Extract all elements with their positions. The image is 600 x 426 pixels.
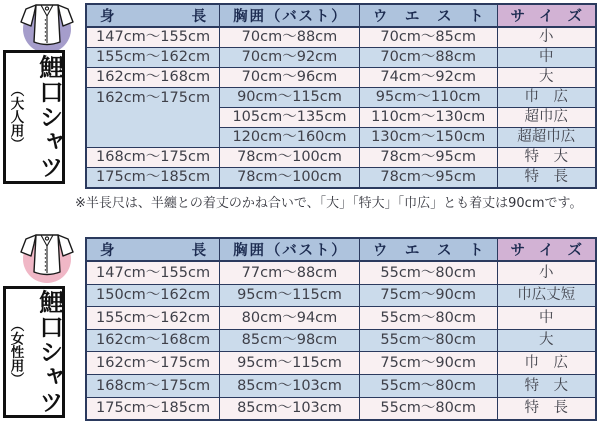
size-row	[86, 329, 596, 352]
table-cell: 105cm～135cm	[220, 108, 360, 128]
table-cell: 147cm～155cm	[86, 27, 220, 48]
column-header: 胸 囲 （ バ ス ト ）	[220, 4, 360, 27]
table-cell: 120cm～160cm	[220, 128, 360, 148]
table-cell: 110cm～130cm	[359, 108, 497, 128]
size-row	[86, 148, 596, 168]
table-cell: 90cm～115cm	[220, 88, 360, 108]
table-cell: 70cm～96cm	[220, 68, 360, 88]
table-cell: 155cm～162cm	[86, 307, 220, 330]
column-header: ウ エ ス ト	[359, 4, 497, 27]
table-cell: 162cm～168cm	[86, 329, 220, 352]
table-cell: 70cm～92cm	[220, 48, 360, 68]
table-cell: 55cm～80cm	[359, 374, 497, 397]
table-cell: 95cm～115cm	[220, 284, 360, 307]
table-cell: 85cm～103cm	[220, 397, 360, 420]
table-cell: 147cm～155cm	[86, 261, 220, 284]
size-row	[86, 397, 596, 420]
koikuchi-shirt-icon-women	[16, 231, 76, 285]
table-cell: 78cm～100cm	[220, 168, 360, 189]
column-header: サ イ ズ	[497, 4, 596, 27]
footnote: ※半長尺は、半纏との着丈のかね合いで、「大」「特大」「巾広」とも着丈は90cmです。	[75, 196, 583, 211]
header-row	[86, 4, 596, 27]
table-cell: 85cm～98cm	[220, 329, 360, 352]
size-row	[86, 68, 596, 88]
header-row	[86, 238, 596, 261]
adult-size-table	[85, 3, 597, 189]
table-cell: 168cm～175cm	[86, 148, 220, 168]
size-row	[86, 88, 596, 108]
product-name-adult: 鯉口シャツ	[35, 54, 63, 180]
table-cell: 130cm～150cm	[359, 128, 497, 148]
table-cell: 特 大	[497, 374, 596, 397]
table-cell: 75cm～90cm	[359, 352, 497, 375]
table-cell: 超超巾広	[497, 128, 596, 148]
size-row	[86, 168, 596, 189]
column-header: 身 長	[86, 4, 220, 27]
table-cell: 95cm～115cm	[220, 352, 360, 375]
size-row	[86, 48, 596, 68]
table-cell: 162cm～175cm	[86, 352, 220, 375]
column-header: 身 長	[86, 238, 220, 261]
table-cell: 特 長	[497, 397, 596, 420]
koikuchi-shirt-icon-adult	[16, 1, 76, 55]
table-cell: 78cm～95cm	[359, 168, 497, 189]
table-cell: 巾 広	[497, 352, 596, 375]
table-cell: 特 大	[497, 148, 596, 168]
product-label-women	[3, 286, 65, 418]
shirt-neck-loop	[45, 7, 48, 10]
size-row	[86, 352, 596, 375]
table-cell: 小	[497, 261, 596, 284]
shirt-neck-loop	[45, 237, 48, 240]
size-row	[86, 374, 596, 397]
table-cell: 85cm～103cm	[220, 374, 360, 397]
table-cell: 巾広丈短	[497, 284, 596, 307]
product-variant-adult: （大人用）	[7, 83, 24, 151]
table-cell: 78cm～100cm	[220, 148, 360, 168]
column-header: 胸 囲 （ バ ス ト ）	[220, 238, 360, 261]
table-cell: 70cm～88cm	[220, 27, 360, 48]
table-cell: 162cm～168cm	[86, 68, 220, 88]
table-cell: 中	[497, 48, 596, 68]
table-cell: 55cm～80cm	[359, 397, 497, 420]
size-row	[86, 307, 596, 330]
table-cell: 55cm～80cm	[359, 261, 497, 284]
product-name-women: 鯉口シャツ	[35, 289, 63, 415]
table-cell: 中	[497, 307, 596, 330]
size-row	[86, 261, 596, 284]
table-cell: 巾 広	[497, 88, 596, 108]
table-cell: 78cm～95cm	[359, 148, 497, 168]
table-cell: 74cm～92cm	[359, 68, 497, 88]
table-cell: 小	[497, 27, 596, 48]
table-cell: 75cm～90cm	[359, 284, 497, 307]
table-cell: 175cm～185cm	[86, 168, 220, 189]
table-cell: 95cm～110cm	[359, 88, 497, 108]
column-header: サ イ ズ	[497, 238, 596, 261]
table-cell: 150cm～162cm	[86, 284, 220, 307]
table-cell: 175cm～185cm	[86, 397, 220, 420]
table-cell: 155cm～162cm	[86, 48, 220, 68]
table-cell: 162cm～175cm	[86, 88, 220, 148]
table-cell: 55cm～80cm	[359, 329, 497, 352]
size-row	[86, 284, 596, 307]
product-label-adult	[3, 50, 65, 184]
column-header: ウ エ ス ト	[359, 238, 497, 261]
table-cell: 70cm～85cm	[359, 27, 497, 48]
table-cell: 大	[497, 68, 596, 88]
table-cell: 168cm～175cm	[86, 374, 220, 397]
table-cell: 77cm～88cm	[220, 261, 360, 284]
women-size-table	[85, 237, 597, 421]
table-cell: 特 長	[497, 168, 596, 189]
table-cell: 超巾広	[497, 108, 596, 128]
table-cell: 大	[497, 329, 596, 352]
table-cell: 55cm～80cm	[359, 307, 497, 330]
table-cell: 70cm～88cm	[359, 48, 497, 68]
size-row	[86, 27, 596, 48]
table-cell: 80cm～94cm	[220, 307, 360, 330]
product-variant-women: （女性用）	[7, 318, 24, 386]
